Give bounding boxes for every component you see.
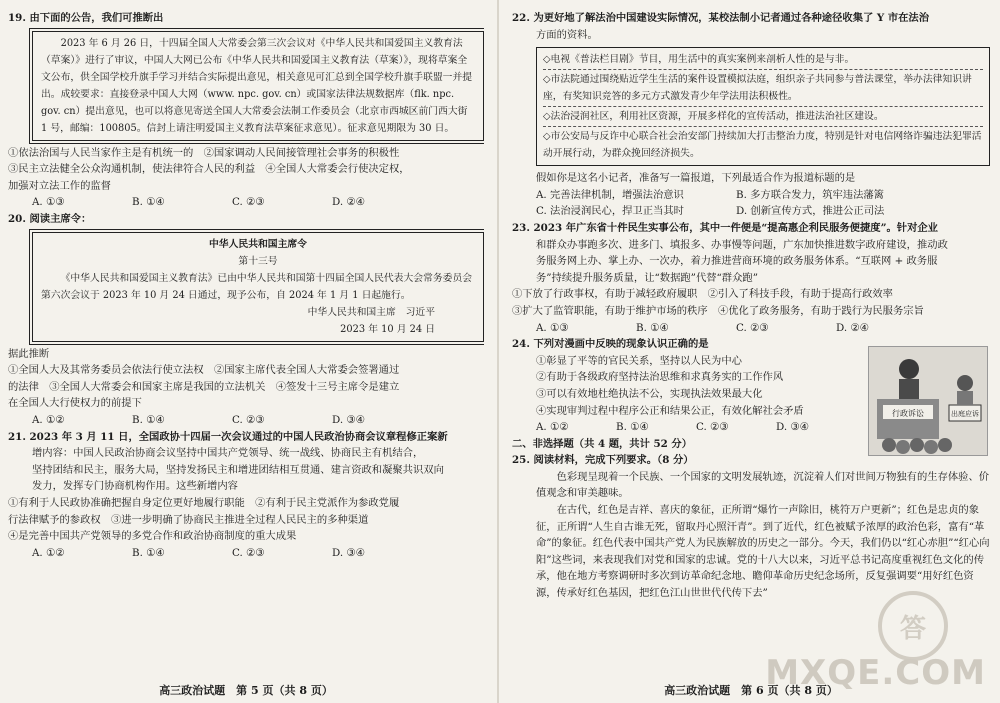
q20-decree-body: 《中华人民共和国爱国主义教育法》已由中华人民共和国第十四届全国人民代表大会常务委员会第六次会议于 2023 年 10 月 24 日通过，现予公布，自 2024 年 1 月 1 日起施行。 <box>41 272 473 301</box>
q19-s3: ③民主立法健全公众沟通机制，使法律符合人民的利益 <box>8 163 256 176</box>
page-6-footer: 高三政治试题 第 6 页（共 8 页） <box>664 684 838 698</box>
q19-option-b[interactable]: B. ①④ <box>132 196 165 209</box>
q25-stem: 25. 阅读材料，完成下列要求。（8 分） <box>512 454 694 467</box>
q24-s2: ②有助于各级政府坚持法治思维和求真务实的工作作风 <box>536 371 784 384</box>
q21-statement-row <box>8 512 484 529</box>
q25-paragraph-2: 在古代，红色是吉祥、喜庆的象征，正所谓“爆竹一声除旧，桃符万户更新”；红色是忠贞的象征，正所谓“人生自古谁无死，留取丹心照汗青”。到了近代，红色被赋予浓厚的政治色彩，富有“革命”的象征。红色代表中国共产党人为民族解放的历史之一部分。今天，我们仍以“红心赤胆”“红心向阳”这些词，来表现我们对党和国家的忠诚。党的十八大以来，习近平总书记高度重视红色文化的传承，他在地方考察调研时多次到访革命纪念地、瞻仰革命历史纪念场所，反复强调要“用好红色资源，传承好红色基因，把红色江山世世代代传下去” <box>536 504 990 600</box>
q20-decree-date: 2023 年 10 月 24 日 <box>340 323 435 335</box>
cartoon-sign-appear-in-court: 出庭应诉 <box>951 410 979 418</box>
q23-option-b[interactable]: B. ①④ <box>636 321 669 334</box>
q23-options <box>512 320 990 337</box>
q20-statement-row <box>8 362 484 379</box>
q22-material-item: ◇市公安局与反诈中心联合社会治安部门持续加大打击整治力度，特别是针对电信网络诈骗违法犯罪活动开展行动，为群众挽回经济损失。 <box>543 131 982 160</box>
q20-options <box>8 412 484 429</box>
q22-option-a[interactable]: A. 完善法律机制，增强法治意识 <box>536 188 684 201</box>
q21-stem-3: 坚持团结和民主，服务大局，坚持发扬民主和增进团结相互贯通、建言资政和凝聚共识双向 <box>32 463 444 476</box>
q19-statement-row <box>8 145 484 162</box>
q21-s1: ①有利于人民政协准确把握自身定位更好地履行职能 <box>8 496 245 509</box>
q19-option-c[interactable]: C. ②③ <box>232 196 265 209</box>
q21-option-a[interactable]: A. ①② <box>32 546 65 559</box>
q24-s3: ③可以有效地杜绝执法不公，实现执法效果最大化 <box>536 387 763 400</box>
q19-statement-row <box>8 161 484 178</box>
q22-option-b[interactable]: B. 多方联合发力，筑牢违法藩篱 <box>736 188 884 201</box>
watermark-logo-icon: 答 <box>878 591 948 661</box>
q21-s2-cont: 行法律赋予的参政权 <box>8 513 101 526</box>
cartoon-sign-admin-litigation: 行政诉讼 <box>892 409 924 418</box>
q23-s1: ①下放了行政事权，有助于减轻政府履职 <box>512 288 698 301</box>
q19-option-a[interactable]: A. ①③ <box>32 196 65 209</box>
q23-stem-3: 务服务网上办、掌上办、一次办，着力推进营商环境的政务服务体系。“互联网 + 政务服 <box>536 255 938 268</box>
q24-options <box>512 419 862 436</box>
q22-material-item: ◇市法院通过围绕贴近学生生活的案件设置模拟法庭，组织亲子共同参与普法课堂，举办法律知识讲座，有奖知识竞答的多元方式激发青少年学法用法积极性。 <box>543 70 983 107</box>
q23-stem-4: 务”持续提升服务质量，让“数据跑”代替“群众跑” <box>536 271 758 284</box>
q24-option-c[interactable]: C. ②③ <box>696 421 729 434</box>
q23-option-c[interactable]: C. ②③ <box>736 321 769 334</box>
q21-stem-4: 发力，发挥专门协商机构作用。这些新增内容 <box>32 480 238 493</box>
q22-options-row <box>512 187 990 204</box>
watermark-text: MXQE.COM <box>765 653 986 693</box>
q24-cartoon-image <box>868 346 988 456</box>
q20-s4-cont: 在全国人大行使权力的前提下 <box>8 397 142 410</box>
q22-stem-1: 22. 为更好地了解法治中国建设实际情况，某校法制小记者通过各种途径收集了 Y 市在法治 <box>512 12 930 24</box>
q21-s3: ③进一步明确了协商民主推进全过程人民民主的多种渠道 <box>110 513 369 526</box>
q19-stem: 19. 由下面的公告，我们可推断出 <box>8 12 164 24</box>
q21-option-c[interactable]: C. ②③ <box>232 546 265 559</box>
q22-ask: 假如你是这名小记者，准备写一篇报道，下列最适合作为报道标题的是 <box>536 172 856 185</box>
q21-options <box>8 545 484 562</box>
page-5 <box>8 10 484 700</box>
q20-decree-box <box>32 232 484 342</box>
cartoon-illustration <box>869 347 987 455</box>
q25-paragraph-1: 色彩现呈现着一个民族、一个国家的文明发展轨迹，沉淀着人们对世间万物独有的生存体验、价值观念和审美趣味。 <box>536 470 990 500</box>
q22-options-row <box>512 203 990 220</box>
q24-option-d[interactable]: D. ③④ <box>776 421 809 434</box>
q19-options <box>8 194 484 211</box>
q20-decree-signer: 中华人民共和国主席 习近平 <box>307 306 435 318</box>
q23-stem-2: 和群众办事跑多次、进多门、填报多、办事慢等问题，广东加快推进数字政府建设，推动政 <box>536 238 948 251</box>
q22-option-c[interactable]: C. 法治浸润民心，捍卫正当其时 <box>536 205 684 218</box>
q22-option-d[interactable]: D. 创新宣传方式，推进公正司法 <box>736 205 885 218</box>
q19-s4: ④全国人大常委会行使决定权， <box>265 163 410 176</box>
q20-stem: 20. 阅读主席令： <box>8 212 92 225</box>
q20-statement-row <box>8 379 484 396</box>
q23-option-a[interactable]: A. ①③ <box>536 321 569 334</box>
q20-decree-title: 中华人民共和国主席令 <box>209 238 307 250</box>
q19-s2: ②国家调动人民间接管理社会事务的积极性 <box>203 146 400 159</box>
q20-s2: ②国家主席代表全国人大常委会签署通过 <box>213 364 400 377</box>
q24-s4: ④实现审判过程中程序公正和结果公正，有效化解社会矛盾 <box>536 404 804 417</box>
q20-option-b[interactable]: B. ①④ <box>132 413 165 426</box>
q22-material-item: ◇法治浸润社区，利用社区资源，开展多样化的宣传活动，推进法治社区建设。 <box>543 107 983 127</box>
q21-stem-2: 增内容：中国人民政治协商会议坚持中国共产党领导、统一战线、协商民主有机结合， <box>32 447 424 460</box>
q20-option-c[interactable]: C. ②③ <box>232 413 265 426</box>
q21-s4: ④是完善中国共产党领导的多党合作和政治协商制度的重大成果 <box>8 530 297 543</box>
q19-s1: ①依法治国与人民当家作主是有机统一的 <box>8 146 194 159</box>
q24-option-a[interactable]: A. ①② <box>536 421 569 434</box>
q20-decree-number: 第十三号 <box>238 255 278 267</box>
q23-s4: ④优化了政务服务，有助于践行为民服务宗旨 <box>717 304 924 317</box>
q23-s3: ③扩大了监管职能，有助于维护市场的秩序 <box>512 304 708 317</box>
q23-statement-row <box>512 303 990 320</box>
q24-stem: 24. 下列对漫画中反映的现象认识正确的是 <box>512 338 709 351</box>
q20-s1: ①全国人大及其常务委员会依法行使立法权 <box>8 364 204 377</box>
q20-option-a[interactable]: A. ①② <box>32 413 65 426</box>
q21-statement-row <box>8 495 484 512</box>
q19-notice-box <box>32 31 484 141</box>
section-nonchoice-title: 二、非选择题（共 4 题，共计 52 分） <box>512 437 692 450</box>
q19-s4-cont: 加强对立法工作的监督 <box>8 179 111 192</box>
q21-option-b[interactable]: B. ①④ <box>132 546 165 559</box>
q23-option-d[interactable]: D. ②④ <box>836 321 869 334</box>
q20-option-d[interactable]: D. ③④ <box>332 413 365 426</box>
page-gutter <box>497 0 499 703</box>
page-5-footer: 高三政治试题 第 5 页（共 8 页） <box>159 684 333 698</box>
q19-option-d[interactable]: D. ②④ <box>332 196 365 209</box>
q24-text-column <box>512 336 862 436</box>
q22-material-item: ◇电视《普法栏目剧》节目，用生活中的真实案例来剖析人性的是与非。 <box>543 50 983 70</box>
q21-stem-1: 21. 2023 年 3 月 11 日，全国政协十四届一次会议通过的中国人民政治协商会议章程修正案新 <box>8 430 448 443</box>
q23-s2: ②引入了科技手段，有助于提高行政效率 <box>707 288 893 301</box>
q20-s2-cont: 的法律 <box>8 380 39 393</box>
q20-s4: ④签发十三号主席令是建立 <box>275 380 400 393</box>
q23-statement-row <box>512 286 990 303</box>
q24-s1: ①彰显了平等的官民关系，坚持以人民为中心 <box>536 354 742 367</box>
q24-option-b[interactable]: B. ①④ <box>616 421 649 434</box>
q21-option-d[interactable]: D. ③④ <box>332 546 365 559</box>
q19-notice-text: 2023 年 6 月 26 日，十四届全国人大常委会第三次会议对《中华人民共和国爱国主义教育法（草案）》进行了审议，中国人大网已公布《中华人民共和国爱国主义教育法（草案）》，现将草案全文公布，供全国学校升旗手学习并结合实际提出意见，相关意见可汇总到全国学校升旗手联盟一并提出。成较要求：直接登录中国人大网（www. npc. gov. cn）或国家法律法规数据库（flk. npc. gov. cn）提出意见，也可以将意见寄送全国人大常委会法制工作委员会（北京市西城区前门西大街 1 号，邮编：100805。信封上请注明爱国主义教育法草案征求意见）。征求意见期限为 30 日。 <box>41 37 473 134</box>
q20-s3: ③全国人大常委会和国家主席是我国的立法机关 <box>49 380 266 393</box>
q22-materials-box <box>536 47 990 166</box>
q25-material <box>512 469 990 602</box>
q21-s2: ②有利于民主党派作为参政党履 <box>255 496 400 509</box>
q23-stem-1: 23. 2023 年广东省十件民生实事公布，其中一件便是“提高惠企利民服务便捷度”。针对企业 <box>512 221 938 234</box>
q22-stem-2: 方面的资料。 <box>536 28 598 41</box>
q20-lead: 据此推断 <box>8 347 50 360</box>
